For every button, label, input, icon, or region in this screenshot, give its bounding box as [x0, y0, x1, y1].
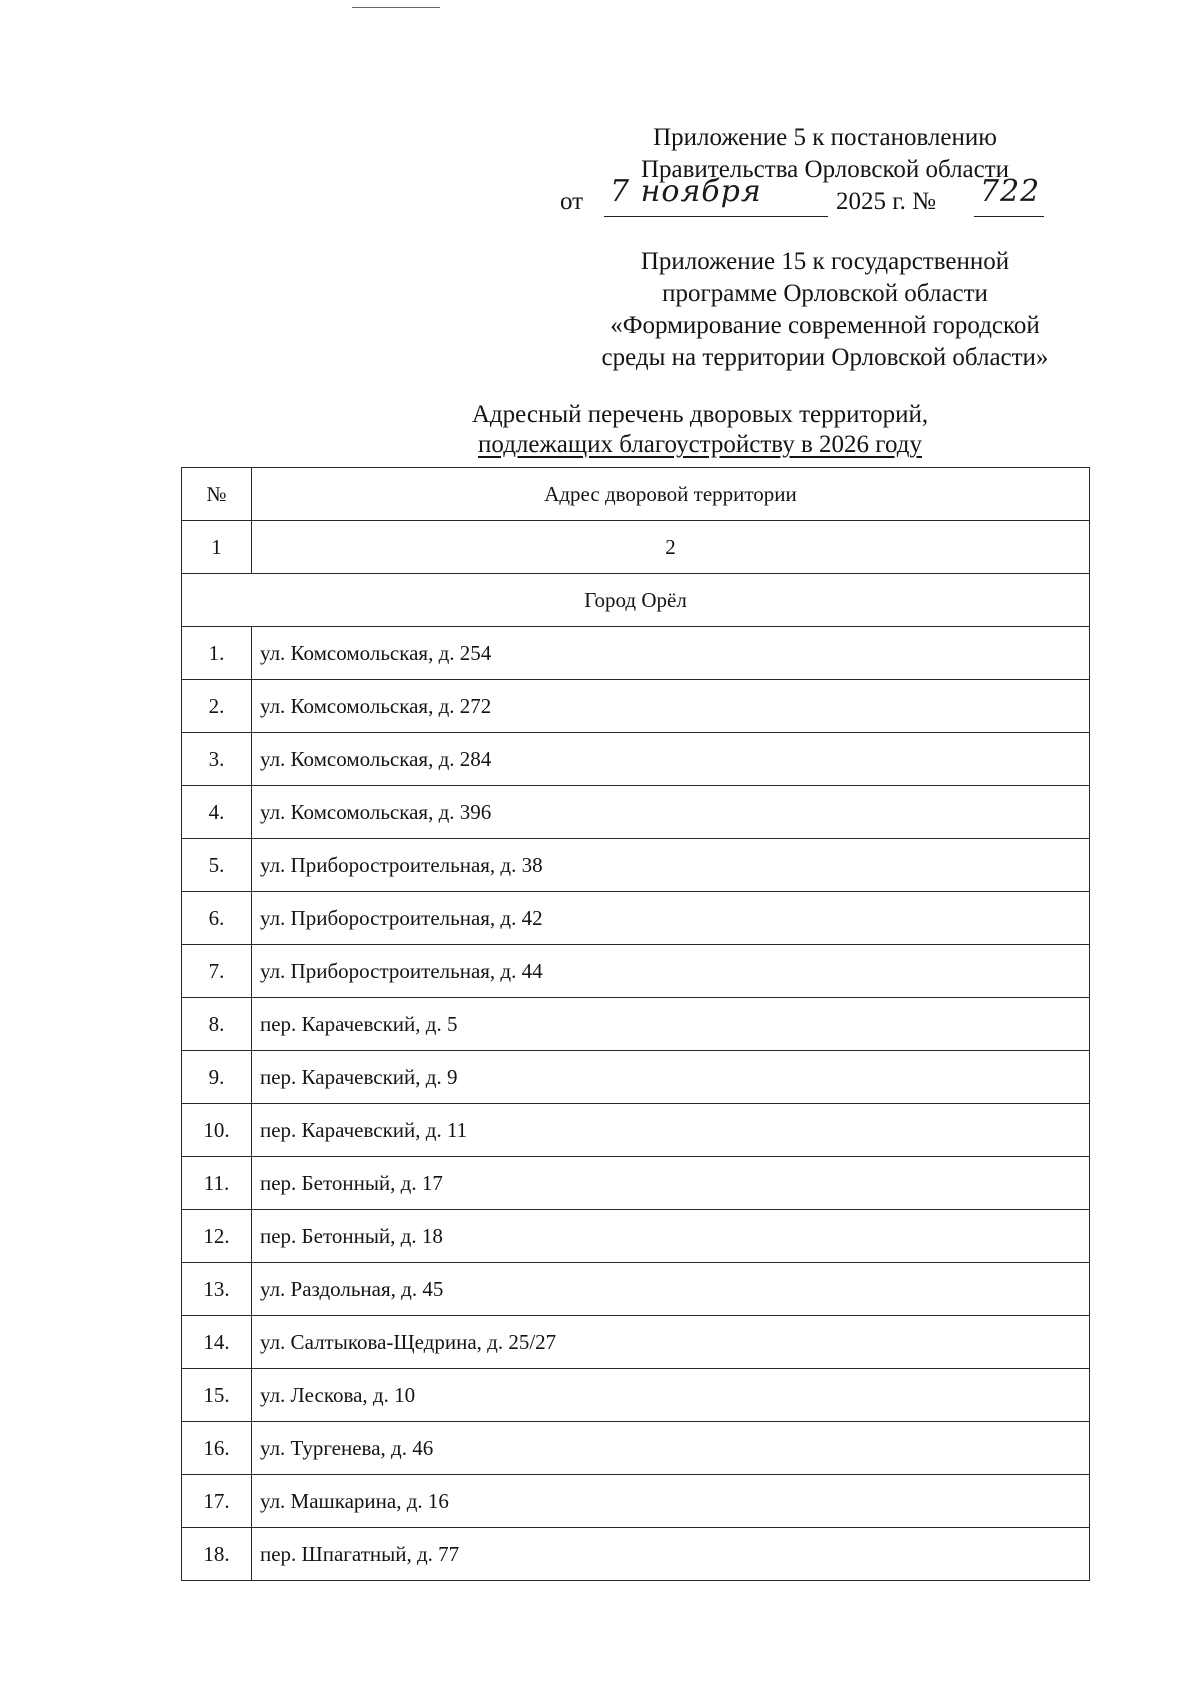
- row-address: ул. Приборостроительная, д. 44: [252, 945, 1090, 998]
- section-row: [182, 574, 1090, 627]
- row-number: 17.: [182, 1475, 252, 1528]
- row-number: 8.: [182, 998, 252, 1051]
- table-row: [182, 998, 1090, 1051]
- table-row: [182, 627, 1090, 680]
- row-address: пер. Бетонный, д. 18: [252, 1210, 1090, 1263]
- handwritten-number: 722: [980, 174, 1041, 209]
- row-number: 12.: [182, 1210, 252, 1263]
- table-row: [182, 1210, 1090, 1263]
- document-title: [300, 400, 1100, 460]
- row-number: 9.: [182, 1051, 252, 1104]
- row-number: 2.: [182, 680, 252, 733]
- table-row: [182, 1051, 1090, 1104]
- row-address: ул. Приборостроительная, д. 42: [252, 892, 1090, 945]
- row-number: 14.: [182, 1316, 252, 1369]
- row-address: ул. Приборостроительная, д. 38: [252, 839, 1090, 892]
- date-prefix: от: [560, 188, 584, 215]
- row-address: пер. Карачевский, д. 11: [252, 1104, 1090, 1157]
- row-number: 11.: [182, 1157, 252, 1210]
- table-row: [182, 680, 1090, 733]
- address-table-body: [182, 468, 1090, 1581]
- row-number: 15.: [182, 1369, 252, 1422]
- row-address: ул. Лескова, д. 10: [252, 1369, 1090, 1422]
- column-numbers-row: [182, 521, 1090, 574]
- row-number: 5.: [182, 839, 252, 892]
- appendix-15-line-4: среды на территории Орловской области»: [601, 344, 1049, 371]
- title-line-1: Адресный перечень дворовых территорий,: [471, 401, 929, 428]
- table-row: [182, 786, 1090, 839]
- header-number: №: [182, 468, 252, 521]
- table-row: [182, 1422, 1090, 1475]
- row-address: пер. Шпагатный, д. 77: [252, 1528, 1090, 1581]
- row-address: пер. Карачевский, д. 9: [252, 1051, 1090, 1104]
- row-address: пер. Карачевский, д. 5: [252, 998, 1090, 1051]
- date-underline: [604, 216, 828, 217]
- appendix-15-line-1: Приложение 15 к государственной: [640, 248, 1010, 275]
- row-number: 3.: [182, 733, 252, 786]
- row-number: 10.: [182, 1104, 252, 1157]
- row-number: 7.: [182, 945, 252, 998]
- row-address: ул. Комсомольская, д. 272: [252, 680, 1090, 733]
- number-underline: [974, 216, 1044, 217]
- table-row: [182, 1104, 1090, 1157]
- appendix-15-line-2: программе Орловской области: [662, 280, 988, 307]
- row-number: 13.: [182, 1263, 252, 1316]
- table-row: [182, 1475, 1090, 1528]
- title-line-2: подлежащих благоустройству в 2026 году: [478, 431, 922, 458]
- handwritten-date: 7 ноября: [610, 174, 762, 209]
- column-number-2: 2: [252, 521, 1090, 574]
- top-rule: [352, 7, 440, 8]
- table-row: [182, 733, 1090, 786]
- row-address: ул. Салтыкова-Щедрина, д. 25/27: [252, 1316, 1090, 1369]
- date-line: [560, 174, 1090, 220]
- appendix-15-line-3: «Формирование современной городской: [610, 312, 1040, 339]
- table-row: [182, 1316, 1090, 1369]
- table-row: [182, 1157, 1090, 1210]
- appendix-5-line-1: Приложение 5 к постановлению: [653, 124, 997, 151]
- row-address: пер. Бетонный, д. 17: [252, 1157, 1090, 1210]
- table-row: [182, 839, 1090, 892]
- table-row: [182, 1369, 1090, 1422]
- row-number: 16.: [182, 1422, 252, 1475]
- row-address: ул. Машкарина, д. 16: [252, 1475, 1090, 1528]
- table-row: [182, 1528, 1090, 1581]
- row-number: 1.: [182, 627, 252, 680]
- table-row: [182, 1263, 1090, 1316]
- column-number-1: 1: [182, 521, 252, 574]
- row-address: ул. Комсомольская, д. 254: [252, 627, 1090, 680]
- row-number: 4.: [182, 786, 252, 839]
- header-row: [182, 468, 1090, 521]
- row-address: ул. Комсомольская, д. 396: [252, 786, 1090, 839]
- date-middle: 2025 г. №: [836, 188, 937, 215]
- row-number: 6.: [182, 892, 252, 945]
- appendix-15-header: [560, 246, 1090, 374]
- row-address: ул. Тургенева, д. 46: [252, 1422, 1090, 1475]
- appendix-5-header: [560, 122, 1090, 220]
- row-address: ул. Комсомольская, д. 284: [252, 733, 1090, 786]
- appendix-5-line-2: Правительства Орловской области: [640, 156, 1010, 183]
- row-address: ул. Раздольная, д. 45: [252, 1263, 1090, 1316]
- address-table: [181, 467, 1090, 1581]
- section-title: Город Орёл: [182, 574, 1090, 627]
- header-address: Адрес дворовой территории: [252, 468, 1090, 521]
- row-number: 18.: [182, 1528, 252, 1581]
- table-row: [182, 945, 1090, 998]
- table-row: [182, 892, 1090, 945]
